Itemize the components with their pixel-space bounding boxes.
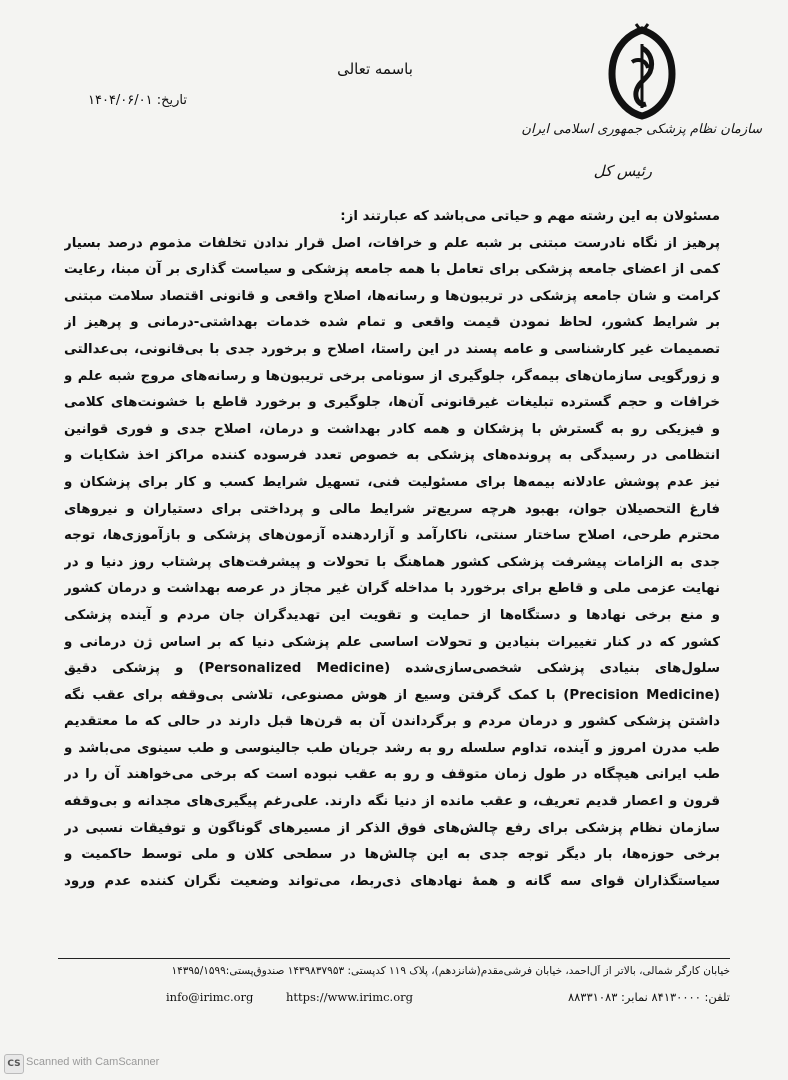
body-line: کرامت و شان جامعه پزشکی در تریبون‌ها و رسانه‌ها، اصلاح واقعی و قانونی اقتصاد سلامت مبتنی bbox=[64, 288, 720, 304]
body-line: داشتن پزشکی کشور و درمان مردم و برگرداندن آن به قرن‌ها قبل دارند در حالی که ما معتقدیم bbox=[64, 714, 720, 730]
body-line: سازمان نظام پزشکی برای رفع چالش‌های فوق الذکر از مسیرهای گوناگون و توفیقات نسبی در bbox=[64, 820, 720, 836]
body-line: طب ایرانی هیچگاه در طول زمان متوقف و رو به عقب نبوده است که برخی می‌خواهند آن را در bbox=[64, 767, 720, 783]
irimc-logo-icon bbox=[602, 22, 682, 122]
footer-email-link[interactable]: info@irimc.org bbox=[166, 990, 254, 1004]
letter-date: تاریخ: ۱۴۰۴/۰۶/۰۱ bbox=[88, 93, 188, 108]
body-line: سلول‌های بنیادی پزشکی شخصی‌سازی‌شده (Personalized Medicine) و پزشکی دقیق bbox=[64, 661, 720, 677]
watermark-text: Scanned with CamScanner bbox=[26, 1056, 160, 1068]
organization-name: سازمان نظام پزشکی جمهوری اسلامی ایران bbox=[521, 122, 762, 137]
letterhead bbox=[521, 22, 770, 180]
body-line: پرهیز از نگاه نادرست مبتنی بر شبه علم و خرافات، اصل قرار ندادن تخلفات مذموم درصد بسیار bbox=[64, 235, 720, 251]
body-line: (Precision Medicine) با کمک گرفتن وسیع از هوش مصنوعی، تلاشی بی‌وقفه برای عقب نگه bbox=[64, 687, 720, 703]
body-line: طب مدرن امروز و آینده، تداوم سلسله رو به رشد جریان طب جالینوسی و طب سینوی می‌باشد و bbox=[64, 740, 720, 756]
footer-phone: تلفن: ۸۴۱۳۰۰۰۰ نمابر: ۸۸۳۳۱۰۸۳ bbox=[567, 990, 730, 1004]
camscanner-icon: CS bbox=[4, 1054, 24, 1074]
footer-divider bbox=[58, 958, 730, 959]
body-line: و منع برخی نهادها و دستگاه‌ها از حمایت و تقویت این تهدیدگران جان مردم و آینده پزشکی bbox=[64, 607, 720, 623]
body-line: و زورگویی سازمان‌های بیمه‌گر، جلوگیری از سونامی برخی تریبون‌ها و رسانه‌های مروج شبه علم و bbox=[64, 368, 720, 384]
signatory-title: رئیس کل bbox=[593, 162, 652, 180]
body-line: کمی از اعضای جامعه پزشکی برای تعامل با همه جامعه پزشکی و سیاست گذاری بر آن مبنا، رعایت bbox=[64, 262, 720, 278]
body-line: و فیزیکی رو به گسترش با پزشکان و همه کادر بهداشت و درمان، اصلاح جدی و فوری قوانین bbox=[64, 421, 720, 437]
body-line: مسئولان به این رشته مهم و حیاتی می‌باشد که عبارتند از: bbox=[340, 209, 720, 224]
body-line: محترم طرحی، اصلاح ساختار سنتی، ناکارآمد و آزاردهنده آزمون‌های پزشکی و بازآموزی‌ها، توجه bbox=[64, 528, 720, 544]
body-line: برخی حوزه‌ها، بار دیگر توجه جدی به این چالش‌ها در سطحی کلان و ملی توسط حاکمیت و bbox=[64, 847, 720, 863]
body-line: انتظامی در رسیدگی به پرونده‌های پزشکی به خصوص تعدد فرسوده کننده مراکز اخذ شکایات و bbox=[64, 448, 720, 464]
body-line: فارغ التحصیلان جوان، بهبود هرچه سریع‌تر شرایط مالی و پرداختی برای دستیاران و نیروهای bbox=[64, 501, 720, 517]
body-line: بر شرایط کشور، لحاظ نمودن قیمت واقعی و تمام شده خدمات بهداشتی-درمانی و پرهیز از bbox=[64, 315, 720, 331]
body-line: کشور که در کنار تغییرات بنیادین و تحولات اساسی علم پزشکی دنیا که بر اساس ژن درمانی و bbox=[64, 634, 720, 650]
scanner-watermark bbox=[0, 1052, 200, 1074]
letter-body bbox=[64, 204, 720, 895]
body-line: قرون و اعصار قدیم تعریف، و عقب مانده از دنیا نگه دارند. علی‌رغم پیگیری‌های مجدانه و بی‌وقفه bbox=[64, 794, 720, 810]
body-line: خرافات و حجم گسترده تبلیغات غیرقانونی آن‌ها، جلوگیری و برخورد قاطع با خشونت‌های کلامی bbox=[64, 395, 720, 411]
body-line: نهایت عزمی ملی و قاطع برای برخورد با مداخله گران غیر مجاز در عرصه بهداشت و درمان کشور bbox=[64, 581, 720, 597]
body-line: جدی به الزامات پیشرفت پزشکی کشور هماهنگ با تحولات و پیشرفت‌های پرشتاب روز دنیا و در bbox=[64, 554, 720, 570]
footer-website-link[interactable]: https://www.irimc.org bbox=[286, 990, 413, 1004]
invocation-heading: باسمه تعالی bbox=[337, 60, 413, 78]
footer-address: خیابان کارگر شمالی، بالاتر از آل‌احمد، خیابان فرشی‌مقدم(شانزدهم)، پلاک ۱۱۹ کدپستی: ۱۴۳۹۸۳۷۹۵۳ صندوق‌پستی:۱۴۳۹۵/۱۵۹۹ bbox=[171, 965, 730, 977]
body-line: تصمیمات غیر کارشناسی و عامه پسند در این راستا، اصلاح و برخورد جدی با بی‌قانونی، بی‌عدالتی bbox=[64, 341, 720, 357]
footer-contact bbox=[58, 990, 730, 1010]
body-line: نیز عدم پوشش عادلانه بیمه‌ها برای مسئولیت فنی، تسهیل شرایط کسب و کار برای پزشکان و bbox=[64, 474, 720, 490]
body-line: سیاستگذاران قوای سه گانه و همهٔ نهادهای ذی‌ربط، می‌تواند وضعیت نگران کننده عدم ورود bbox=[64, 873, 720, 889]
